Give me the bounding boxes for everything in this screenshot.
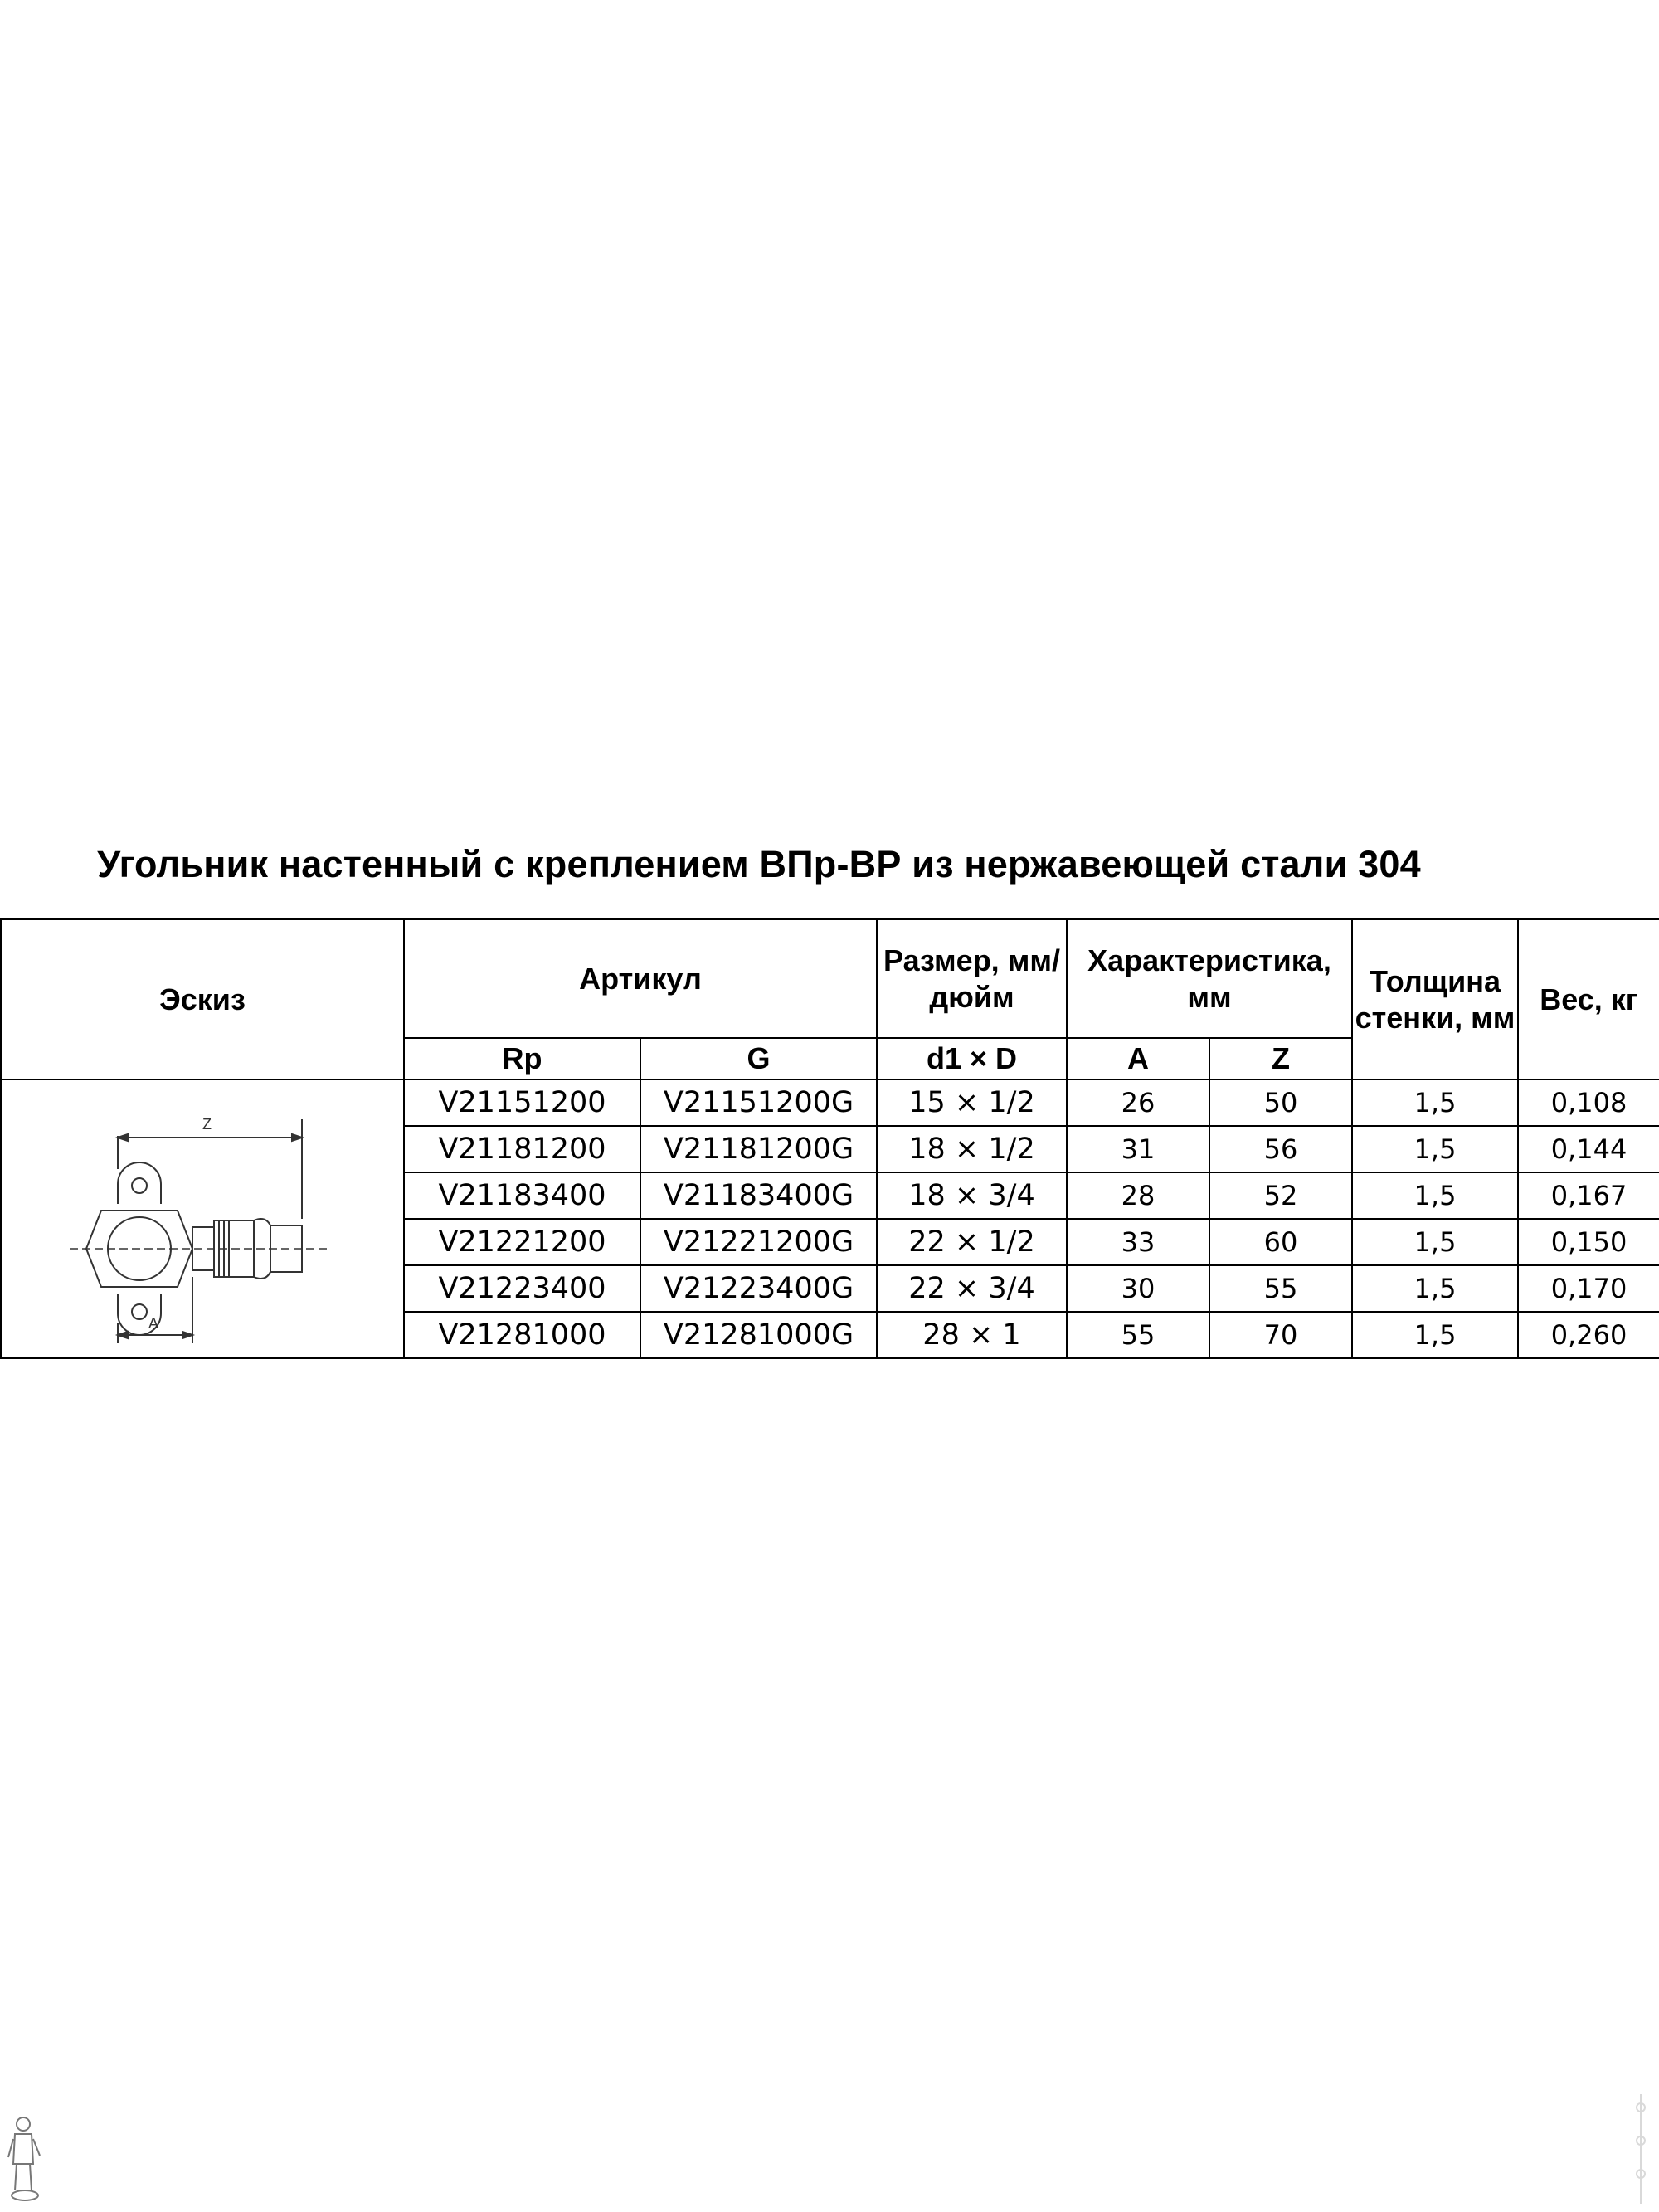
cell-weight: 0,108	[1518, 1079, 1659, 1126]
page-title: Угольник настенный с креплением ВПр-ВР из нержавеющей стали 304	[97, 843, 1421, 885]
sketch-label-z: Z	[202, 1116, 212, 1133]
cell-z: 70	[1209, 1312, 1352, 1358]
cell-weight: 0,170	[1518, 1265, 1659, 1312]
header-size: Размер, мм/дюйм	[877, 919, 1067, 1038]
cell-rp: V21221200	[404, 1219, 640, 1265]
subheader-rp: Rp	[404, 1038, 640, 1079]
cell-rp: V21151200	[404, 1079, 640, 1126]
subheader-d1d: d1 × D	[877, 1038, 1067, 1079]
sketch-label-a: A	[148, 1315, 159, 1332]
cell-size: 18 × 1/2	[877, 1126, 1067, 1172]
table-row	[1, 1079, 1659, 1126]
subheader-z: Z	[1209, 1038, 1352, 1079]
cell-size: 18 × 3/4	[877, 1172, 1067, 1219]
cell-g: V21281000G	[640, 1312, 877, 1358]
cell-wall: 1,5	[1352, 1079, 1518, 1126]
cell-g: V21221200G	[640, 1219, 877, 1265]
cell-weight: 0,260	[1518, 1312, 1659, 1358]
cell-wall: 1,5	[1352, 1126, 1518, 1172]
cell-z: 50	[1209, 1079, 1352, 1126]
cell-weight: 0,144	[1518, 1126, 1659, 1172]
cell-size: 22 × 1/2	[877, 1219, 1067, 1265]
sketch-cell	[1, 1079, 404, 1358]
cell-wall: 1,5	[1352, 1172, 1518, 1219]
header-wall-thickness: Толщина стенки, мм	[1352, 919, 1518, 1079]
cell-wall: 1,5	[1352, 1265, 1518, 1312]
cell-a: 55	[1067, 1312, 1209, 1358]
watermark-mark	[1631, 2091, 1651, 2207]
cell-g: V21181200G	[640, 1126, 877, 1172]
subheader-g: G	[640, 1038, 877, 1079]
cell-z: 56	[1209, 1126, 1352, 1172]
cell-a: 30	[1067, 1265, 1209, 1312]
header-characteristic: Характеристика, мм	[1067, 919, 1352, 1038]
cell-z: 60	[1209, 1219, 1352, 1265]
cell-g: V21223400G	[640, 1265, 877, 1312]
fitting-sketch	[53, 1094, 352, 1343]
cell-z: 52	[1209, 1172, 1352, 1219]
cell-wall: 1,5	[1352, 1219, 1518, 1265]
cell-size: 28 × 1	[877, 1312, 1067, 1358]
cell-size: 22 × 3/4	[877, 1265, 1067, 1312]
cell-a: 26	[1067, 1079, 1209, 1126]
header-weight: Вес, кг	[1518, 919, 1659, 1079]
mascot-logo	[7, 2114, 41, 2202]
cell-rp: V21223400	[404, 1265, 640, 1312]
cell-rp: V21181200	[404, 1126, 640, 1172]
cell-wall: 1,5	[1352, 1312, 1518, 1358]
cell-weight: 0,150	[1518, 1219, 1659, 1265]
header-sketch: Эскиз	[1, 919, 404, 1079]
cell-z: 55	[1209, 1265, 1352, 1312]
cell-size: 15 × 1/2	[877, 1079, 1067, 1126]
cell-rp: V21281000	[404, 1312, 640, 1358]
cell-rp: V21183400	[404, 1172, 640, 1219]
cell-g: V21183400G	[640, 1172, 877, 1219]
cell-weight: 0,167	[1518, 1172, 1659, 1219]
cell-g: V21151200G	[640, 1079, 877, 1126]
cell-a: 31	[1067, 1126, 1209, 1172]
cell-a: 28	[1067, 1172, 1209, 1219]
cell-a: 33	[1067, 1219, 1209, 1265]
spec-table	[0, 918, 1659, 1359]
subheader-a: A	[1067, 1038, 1209, 1079]
header-article: Артикул	[404, 919, 877, 1038]
